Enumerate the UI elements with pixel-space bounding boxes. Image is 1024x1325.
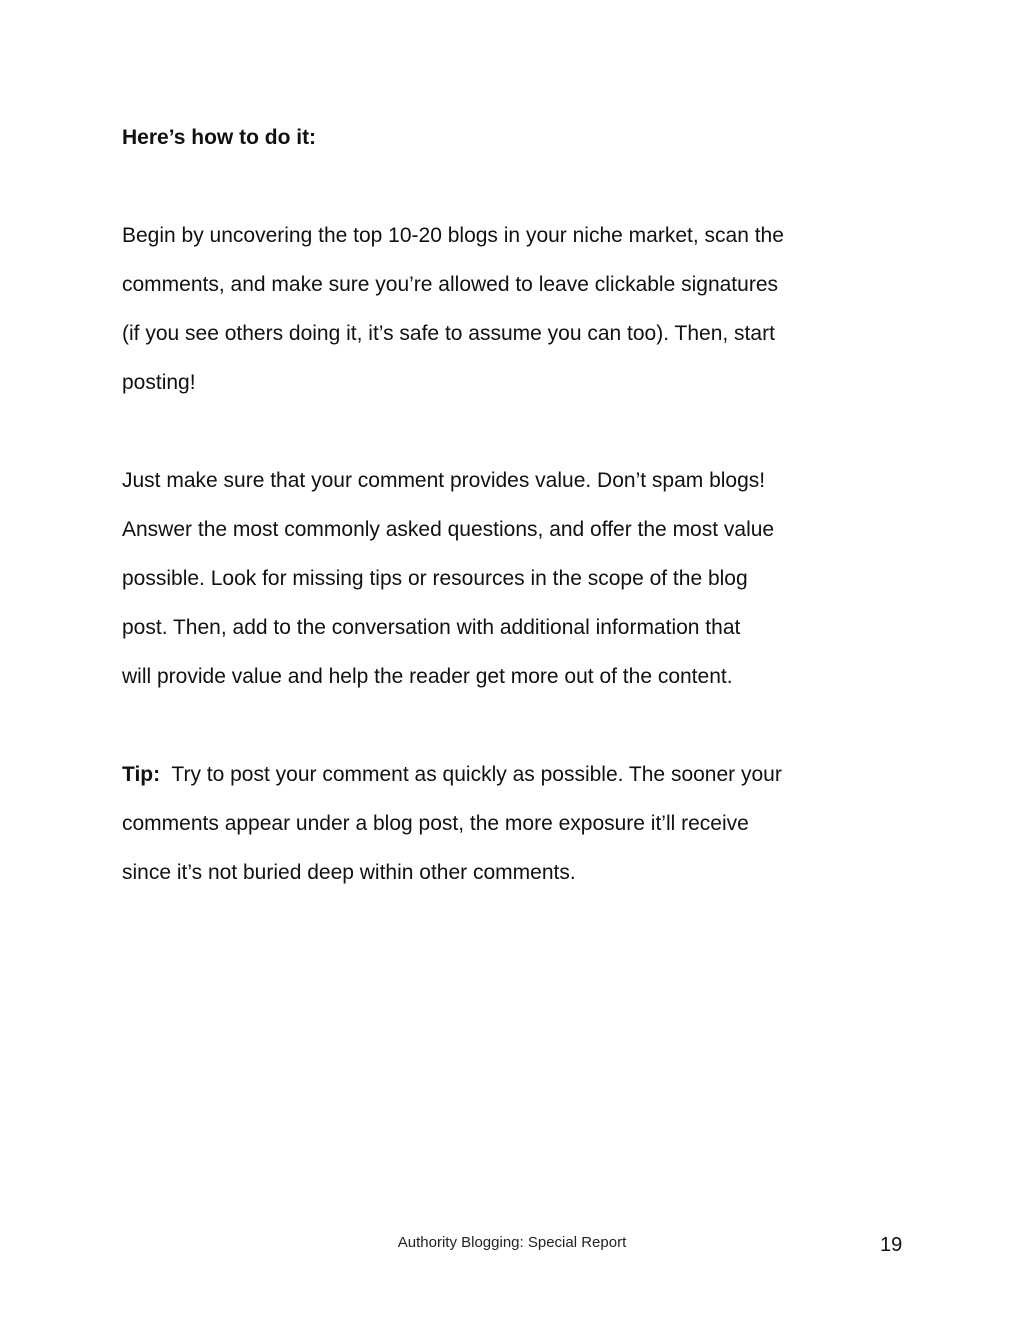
paragraph-line: Answer the most commonly asked questions, and offer the most value xyxy=(122,518,775,541)
tip-first-line xyxy=(122,750,912,799)
tip-text: Try to post your comment as quickly as possible. The sooner your xyxy=(160,763,782,786)
paragraph-line: comments appear under a blog post, the more exposure it’ll receive xyxy=(122,812,749,835)
paragraph-begin xyxy=(122,211,912,407)
paragraph-line: post. Then, add to the conversation with additional information that xyxy=(122,616,741,639)
paragraph-tip xyxy=(122,750,912,897)
paragraph-value xyxy=(122,456,912,701)
paragraph-line: (if you see others doing it, it’s safe to assume you can too). Then, start xyxy=(122,322,775,345)
section-heading: Here’s how to do it: xyxy=(122,126,317,149)
footer-title: Authority Blogging: Special Report xyxy=(397,1234,627,1251)
page-content xyxy=(122,113,912,946)
paragraph-line: possible. Look for missing tips or resources in the scope of the blog xyxy=(122,567,748,590)
paragraph-line: posting! xyxy=(122,371,196,394)
paragraph-line: comments, and make sure you’re allowed to leave clickable signatures xyxy=(122,273,778,296)
paragraph-line: will provide value and help the reader get more out of the content. xyxy=(122,665,733,688)
page-number: 19 xyxy=(880,1234,903,1256)
tip-label: Tip: xyxy=(122,763,161,786)
paragraph-line: Begin by uncovering the top 10-20 blogs in your niche market, scan the xyxy=(122,224,784,247)
paragraph-line: since it’s not buried deep within other comments. xyxy=(122,861,576,884)
paragraph-line: Just make sure that your comment provides value. Don’t spam blogs! xyxy=(122,469,766,492)
